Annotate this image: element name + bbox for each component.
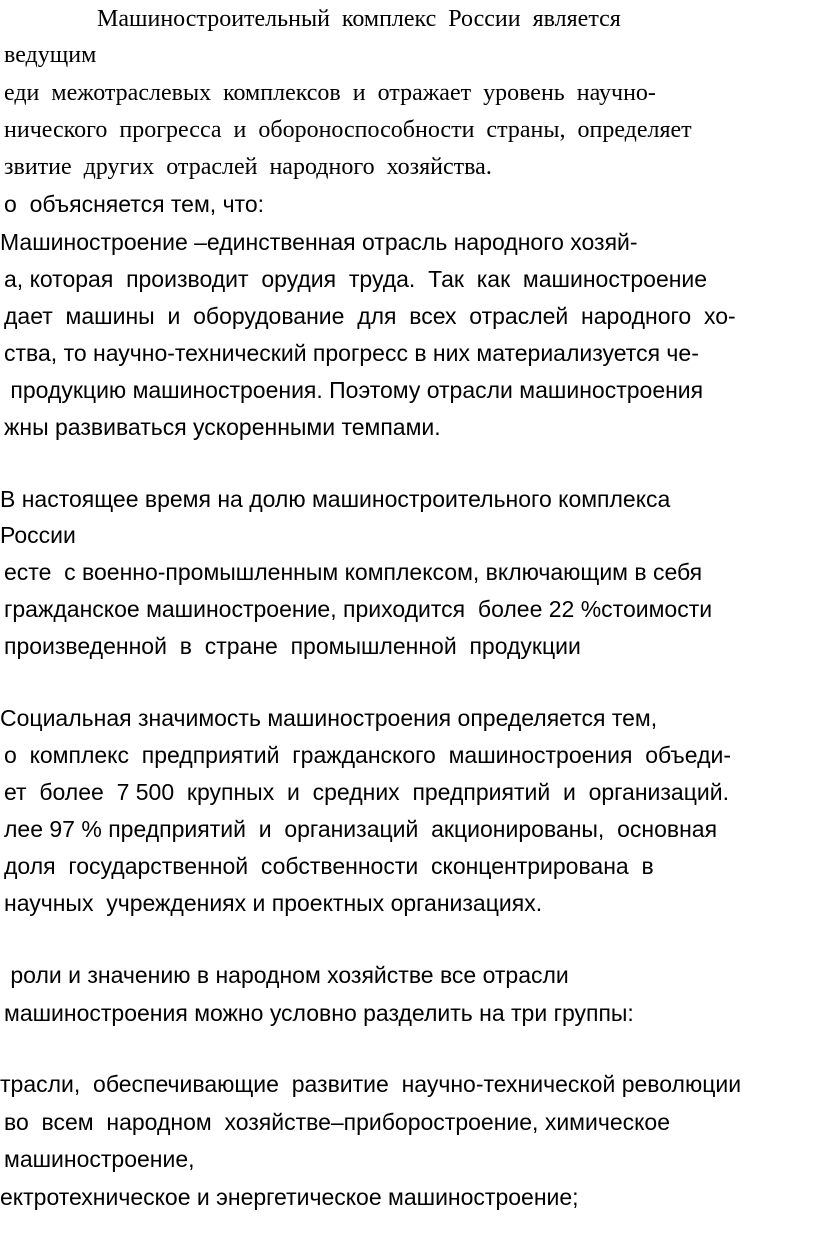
text-line: России (0, 522, 76, 548)
text-line: о комплекс предприятий гражданского машиностроения объеди- (4, 742, 731, 768)
text-line: продукцию машиностроения. Поэтому отрасли машиностроения (4, 377, 704, 403)
text-line: Машиностроительный комплекс России является (97, 6, 621, 32)
text-line: лее 97 % предприятий и организаций акционированы, основная (4, 816, 718, 842)
text-line: доля государственной собственности сконцентрирована в (4, 853, 654, 879)
text-line: ведущим (4, 42, 97, 68)
text-line: машиностроения можно условно разделить на три группы: (4, 1000, 634, 1026)
text-line: трасли, обеспечивающие развитие научно-технической революции (0, 1071, 742, 1097)
text-line: машиностроение, (4, 1146, 195, 1172)
text-line: Машиностроение –единственная отрасль народного хозяй- (0, 229, 638, 255)
text-line: а, которая производит орудия труда. Так как машиностроение (4, 266, 708, 292)
text-line: звитие других отраслей народного хозяйства. (4, 154, 492, 180)
text-line: ства, то научно-технический прогресс в них материализуется че- (4, 340, 699, 366)
text-line: о объясняется тем, что: (4, 191, 265, 217)
text-line: нического прогресса и обороноспособности страны, определяет (4, 117, 692, 143)
text-line: ет более 7 500 крупных и средних предприятий и организаций. (4, 779, 729, 805)
text-line: Социальная значимость машиностроения определяется тем, (0, 705, 658, 731)
text-line: еди межотраслевых комплексов и отражает уровень научно- (4, 80, 656, 106)
text-line: научных учреждениях и проектных организациях. (4, 890, 543, 916)
text-line: жны развиваться ускоренными темпами. (4, 414, 441, 440)
text-line: гражданское машиностроение, приходится более 22 %стоимости (4, 596, 713, 622)
text-line: В настоящее время на долю машиностроительного комплекса (0, 486, 671, 512)
text-line: во всем народном хозяйстве–приборостроение, химическое (4, 1109, 671, 1135)
text-line: есте с военно-промышленным комплексом, включающим в себя (4, 559, 703, 585)
text-line: ектротехническое и энергетическое машиностроение; (0, 1184, 579, 1210)
text-line: произведенной в стране промышленной продукции (4, 633, 581, 659)
text-line: дает машины и оборудование для всех отраслей народного хо- (4, 303, 736, 329)
text-line: роли и значению в народном хозяйстве все отрасли (4, 962, 569, 988)
